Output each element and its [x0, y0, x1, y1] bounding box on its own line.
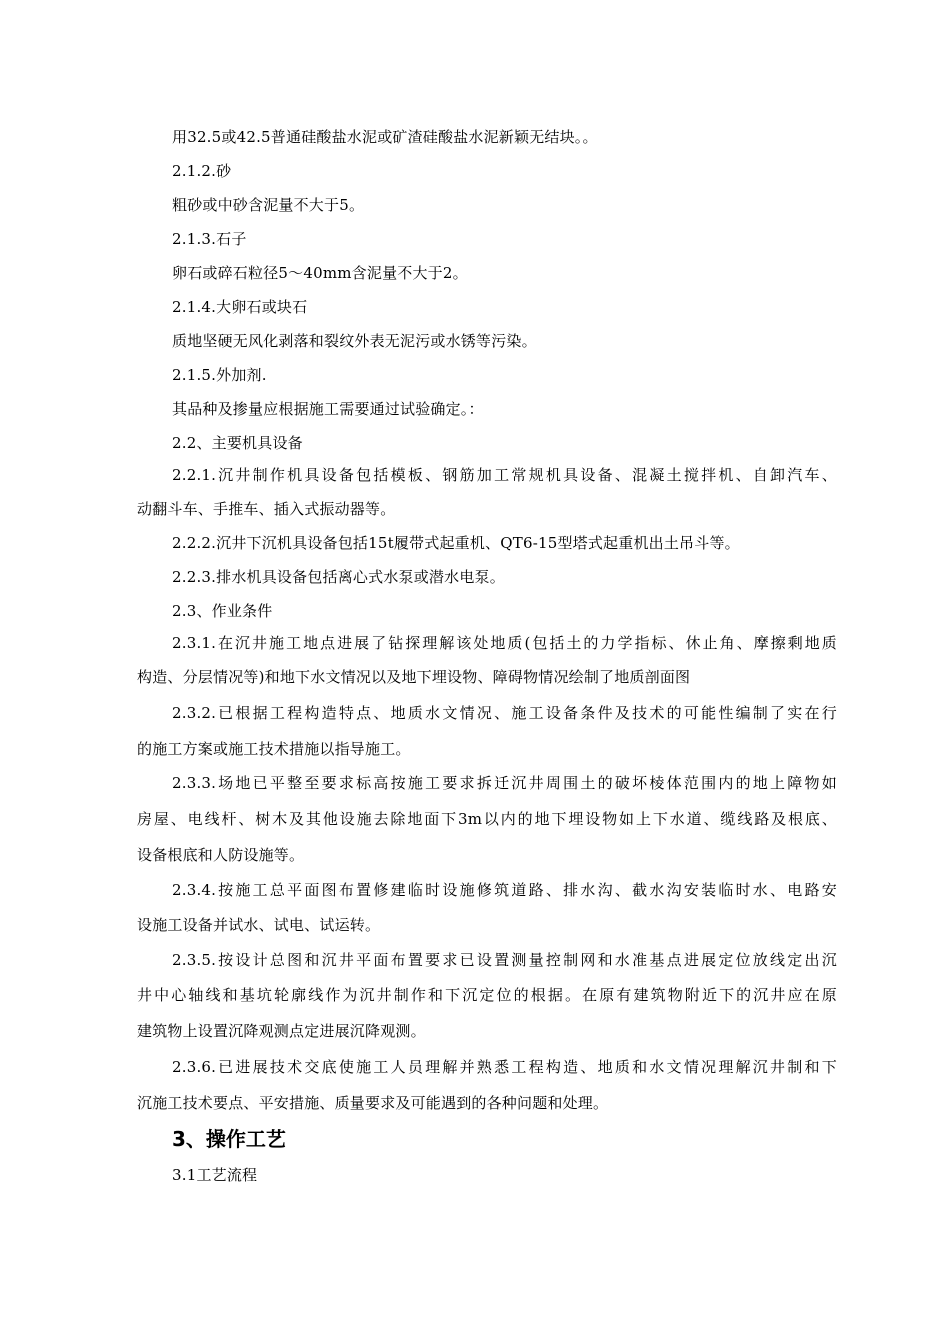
paragraph-2-2-3: 2.2.3.排水机具设备包括离心式水泵或潜水电泵。 [172, 568, 505, 586]
item-2-1-3-heading: 2.1.3.石子 [172, 230, 247, 248]
section-2-2-heading: 2.2、主要机具设备 [172, 434, 303, 452]
paragraph-boulder: 质地坚硬无风化剥落和裂纹外表无泥污或水锈等污染。 [172, 332, 537, 350]
paragraph-2-3-2-line2: 的施工方案或施工技术措施以指导施工。 [137, 740, 411, 758]
paragraph-2-2-2: 2.2.2.沉井下沉机具设备包括15t履带式起重机、QT6-15型塔式起重机出土吊斗等。 [172, 534, 740, 552]
paragraph-admixture: 其品种及掺量应根据施工需要通过试验确定。： [172, 400, 484, 418]
section-3-heading: 3、操作工艺 [172, 1127, 286, 1151]
paragraph-2-2-1-line2: 动翻斗车、手推车、插入式振动器等。 [137, 500, 396, 518]
paragraph-2-3-5-line3: 建筑物上设置沉降观测点定进展沉降观测。 [137, 1022, 426, 1040]
paragraph-2-3-5-line2: 井中心轴线和基坑轮廓线作为沉井制作和下沉定位的根据。在原有建筑物附近下的沉井应在原 [137, 986, 837, 1004]
paragraph-sand: 粗砂或中砂含泥量不大于5。 [172, 196, 365, 214]
paragraph-2-3-4-line1: 2.3.4.按施工总平面图布置修建临时设施修筑道路、排水沟、截水沟安装临时水、电路安 [172, 881, 837, 899]
item-3-1-heading: 3.1工艺流程 [172, 1166, 258, 1184]
item-2-1-4-heading: 2.1.4.大卵石或块石 [172, 298, 308, 316]
paragraph-2-2-1-line1: 2.2.1.沉井制作机具设备包括模板、钢筋加工常规机具设备、混凝土搅拌机、自卸汽车、 [172, 466, 837, 484]
paragraph-2-3-1-line2: 构造、分层情况等)和地下水文情况以及地下埋设物、障碍物情况绘制了地质剖面图 [137, 668, 691, 686]
paragraph-2-3-6-line1: 2.3.6.已进展技术交底使施工人员理解并熟悉工程构造、地质和水文情况理解沉井制和下 [172, 1058, 837, 1076]
paragraph-2-3-3-line1: 2.3.3.场地已平整至要求标高按施工要求拆迁沉井周围土的破坏棱体范围内的地上障物如 [172, 774, 837, 792]
item-2-1-5-heading: 2.1.5.外加剂. [172, 366, 267, 384]
paragraph-2-3-2-line1: 2.3.2.已根据工程构造特点、地质水文情况、施工设备条件及技术的可能性编制了实在行 [172, 704, 837, 722]
paragraph-2-3-4-line2: 设施工设备并试水、试电、试运转。 [137, 916, 381, 934]
item-2-1-2-heading: 2.1.2.砂 [172, 162, 232, 180]
paragraph-2-3-3-line2: 房屋、电线杆、树木及其他设施去除地面下3m以内的地下埋设物如上下水道、缆线路及根底、 [137, 810, 837, 828]
paragraph-cement: 用32.5或42.5普通硅酸盐水泥或矿渣硅酸盐水泥新颖无结块。。 [172, 128, 598, 146]
paragraph-2-3-1-line1: 2.3.1.在沉井施工地点进展了钻探理解该处地质(包括土的力学指标、休止角、摩擦剩地质 [172, 634, 837, 652]
paragraph-2-3-6-line2: 沉施工技术要点、平安措施、质量要求及可能遇到的各种问题和处理。 [137, 1094, 609, 1112]
paragraph-stone: 卵石或碎石粒径5～40mm含泥量不大于2。 [172, 264, 468, 282]
paragraph-2-3-5-line1: 2.3.5.按设计总图和沉井平面布置要求已设置测量控制网和水准基点进展定位放线定出沉 [172, 951, 837, 969]
paragraph-2-3-3-line3: 设备根底和人防设施等。 [137, 846, 305, 864]
section-2-3-heading: 2.3、作业条件 [172, 602, 273, 620]
